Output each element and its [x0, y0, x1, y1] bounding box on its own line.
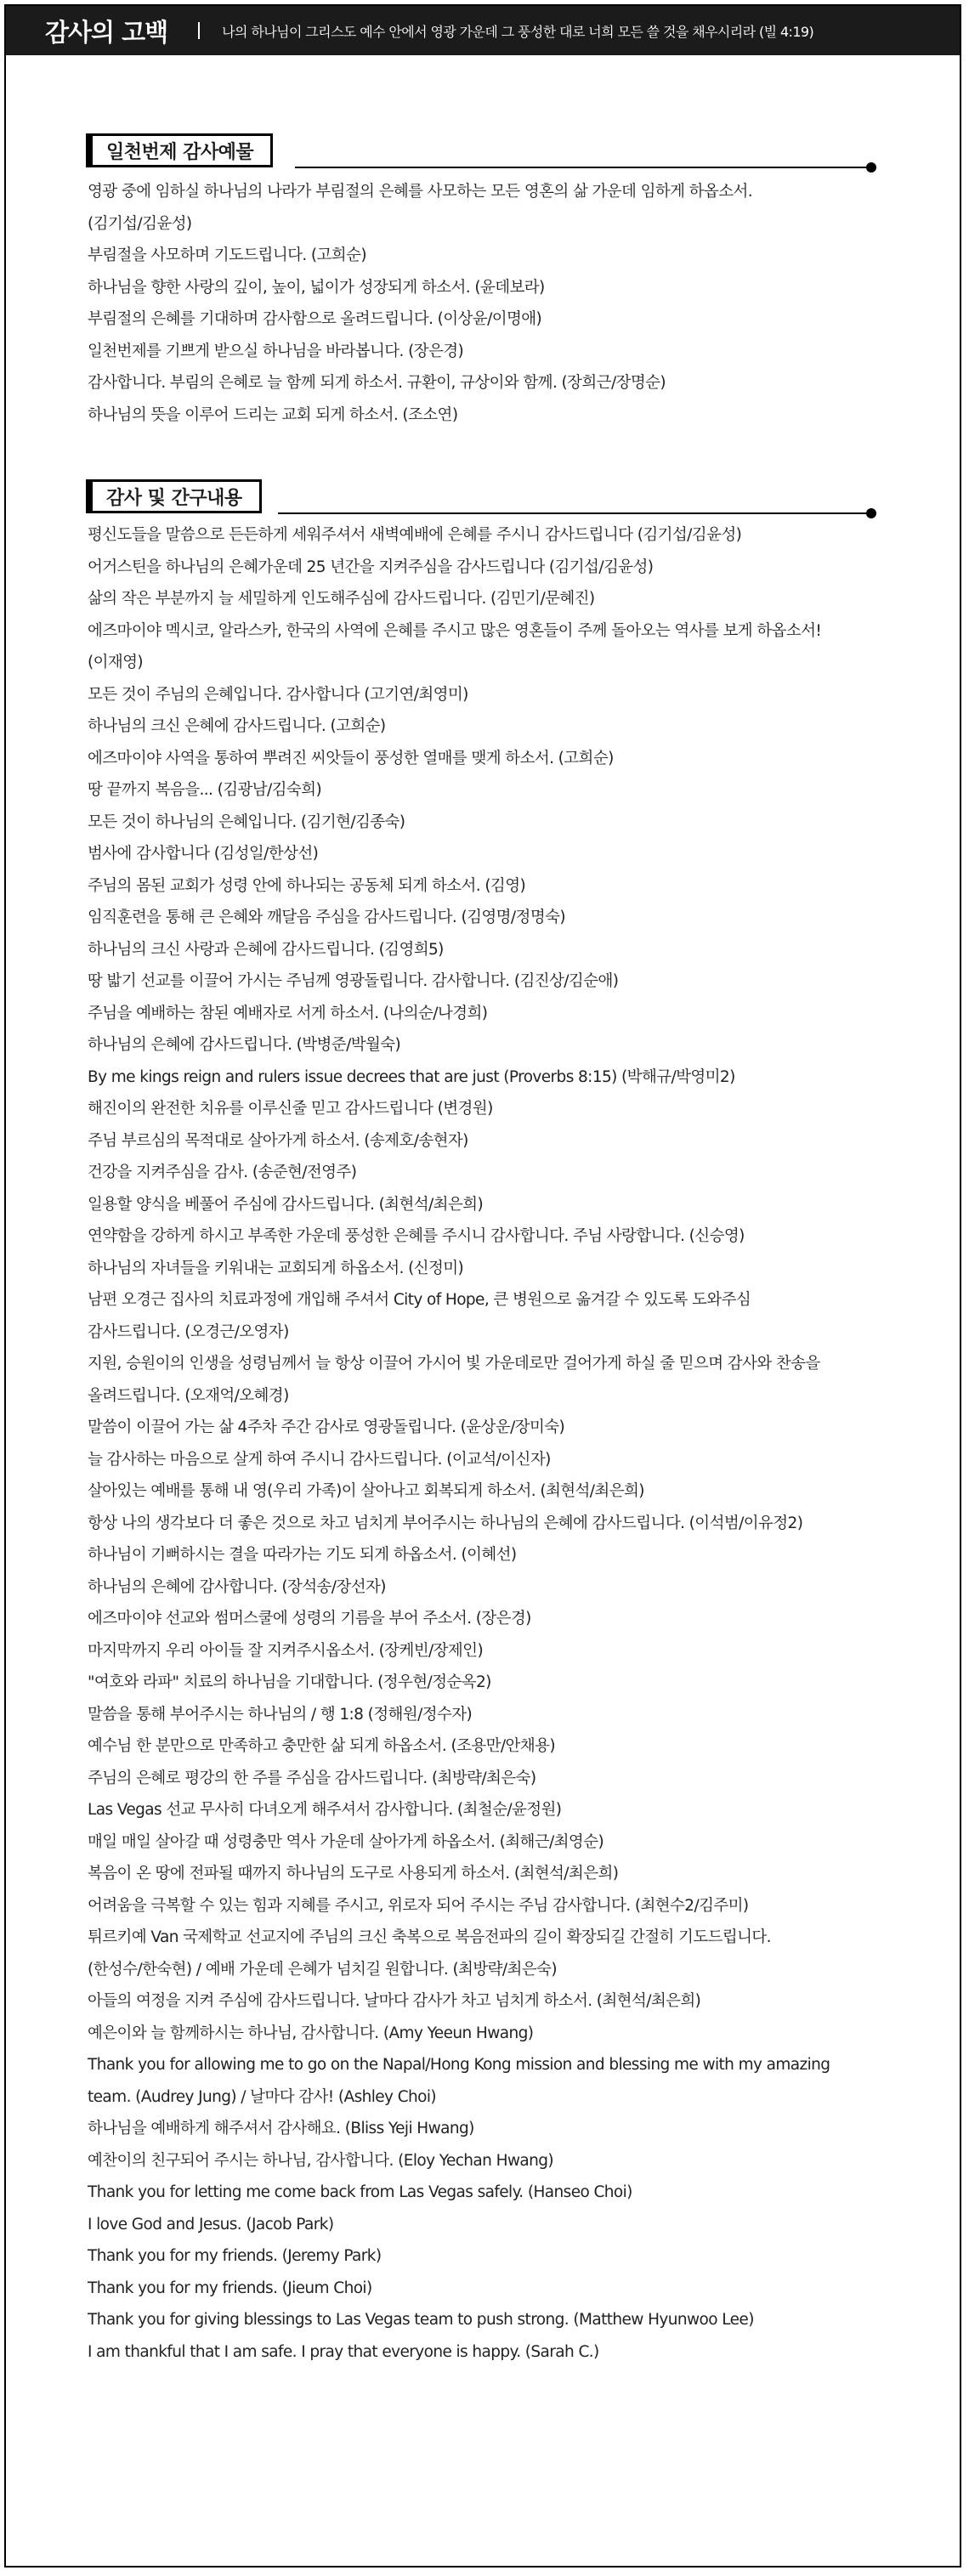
list-item: 연약함을 강하게 하시고 부족한 가운데 풍성한 은혜를 주시니 감사합니다. 주님 사랑합니다. (신승영)	[88, 1227, 745, 1245]
list-item: 하나님을 예배하게 해주셔서 감사해요. (Bliss Yeji Hwang)	[88, 2120, 474, 2137]
list-item: 모든 것이 하나님의 은혜입니다. (김기현/김종숙)	[88, 812, 405, 831]
list-item: By me kings reign and rulers issue decrees that are just (Proverbs 8:15) (박해규/박영미2)	[88, 1067, 735, 1086]
list-item: 임직훈련을 통해 큰 은혜와 깨달음 주심을 감사드립니다. (김영명/정명숙)	[88, 909, 565, 926]
list-item: 매일 매일 살아갈 때 성령충만 역사 가운데 살아가게 하옵소서. (최해근/최영순)	[88, 1832, 604, 1851]
list-item: 모든 것이 주님의 은혜입니다. 감사합니다 (고기연/최영미)	[88, 685, 468, 704]
list-item: 하나님을 향한 사랑의 깊이, 높이, 넓이가 성장되게 하소서. (윤데보라)	[88, 278, 545, 297]
list-item: 주님의 은혜로 평강의 한 주를 주심을 감사드립니다. (최방략/최은숙)	[88, 1769, 536, 1787]
list-item: Thank you for my friends. (Jeremy Park)	[88, 2247, 382, 2265]
header-verse: 나의 하나님이 그리스도 예수 안에서 영광 가운데 그 풍성한 대로 너희 모든 쓸 것을 채우시리라 (빌 4:19)	[222, 23, 814, 40]
section-rule-dot	[866, 162, 876, 173]
list-item: 주님을 예배하는 참된 예배자로 서게 하소서. (나의순/나경희)	[88, 1004, 488, 1022]
page-header	[6, 6, 960, 55]
list-item: 항상 나의 생각보다 더 좋은 것으로 차고 넘치게 부어주시는 하나님의 은혜에 감사드립니다. (이석범/이유정2)	[88, 1514, 803, 1532]
page-frame	[4, 4, 961, 2568]
list-item: I love God and Jesus. (Jacob Park)	[88, 2215, 334, 2233]
list-item: 말씀을 통해 부어주시는 하나님의 / 행 1:8 (정해원/정수자)	[88, 1705, 473, 1724]
list-item: Thank you for my friends. (Jieum Choi)	[88, 2279, 372, 2297]
list-item: Las Vegas 선교 무사히 다녀오게 해주셔서 감사합니다. (최철순/윤정원)	[88, 1801, 562, 1819]
section-title: 감사 및 간구내용	[86, 479, 262, 513]
list-item: 튀르키예 Van 국제학교 선교지에 주님의 크신 축복으로 복음전파의 길이 확장되길 간절히 기도드립니다.	[88, 1928, 771, 1946]
header-divider	[198, 22, 200, 39]
list-item: 하나님의 뜻을 이루어 드리는 교회 되게 하소서. (조소연)	[88, 405, 458, 424]
list-item: 에즈마이야 멕시코, 알라스카, 한국의 사역에 은혜를 주시고 많은 영혼들이 주께 돌아오는 역사를 보게 하옵소서!	[88, 621, 822, 640]
list-item: Thank you for allowing me to go on the Napal/Hong Kong mission and blessing me with my amazing	[88, 2056, 830, 2074]
list-item: 땅 밟기 선교를 이끌어 가시는 주님께 영광돌립니다. 감사합니다. (김진상/김순애)	[88, 972, 619, 990]
list-item: 아들의 여정을 지켜 주심에 감사드립니다. 날마다 감사가 차고 넘치게 하소서. (최현석/최은희)	[88, 1992, 701, 2010]
section-heading-offerings	[86, 132, 273, 169]
list-item: 지원, 승원이의 인생을 성령님께서 늘 항상 이끌어 가시어 빛 가운데로만 걸어가게 하실 줄 믿으며 감사와 찬송을	[88, 1355, 820, 1373]
list-item: 늘 감사하는 마음으로 살게 하여 주시니 감사드립니다. (이교석/이신자)	[88, 1450, 551, 1469]
list-item: 어거스틴을 하나님의 은혜가운데 25 년간을 지켜주심을 감사드립니다 (김기섭/김윤성)	[88, 558, 654, 576]
list-item: I am thankful that I am safe. I pray that everyone is happy. (Sarah C.)	[88, 2342, 599, 2361]
list-item: Thank you for giving blessings to Las Vegas team to push strong. (Matthew Hyunwoo Lee)	[88, 2311, 754, 2329]
list-item: 감사드립니다. (오경근/오영자)	[88, 1322, 289, 1341]
section-rule-dot	[866, 508, 876, 518]
list-item: 어려움을 극복할 수 있는 힘과 지혜를 주시고, 위로자 되어 주시는 주님 감사합니다. (최현수2/김주미)	[88, 1896, 749, 1915]
list-item: 범사에 감사합니다 (김성일/한상선)	[88, 845, 319, 863]
list-item: 올려드립니다. (오재억/오혜경)	[88, 1386, 289, 1405]
section-rule	[278, 512, 870, 514]
list-item: 주님의 몸된 교회가 성령 안에 하나되는 공동체 되게 하소서. (김영)	[88, 876, 526, 895]
list-item: (김기섭/김윤성)	[88, 214, 192, 233]
list-item: 하나님이 기뻐하시는 결을 따라가는 기도 되게 하옵소서. (이혜선)	[88, 1546, 517, 1564]
list-item: 주님 부르심의 목적대로 살아가게 하소서. (송제호/송현자)	[88, 1131, 468, 1150]
list-item: 예수님 한 분만으로 만족하고 충만한 삶 되게 하옵소서. (조용만/안채용)	[88, 1737, 555, 1755]
section-heading-prayers	[86, 478, 262, 515]
section-title: 일천번제 감사예물	[86, 133, 273, 167]
list-item: 에즈마이야 사역을 통하여 뿌려진 씨앗들이 풍성한 열매를 맺게 하소서. (고희순)	[88, 749, 614, 767]
page-title: 감사의 고백	[45, 17, 168, 47]
section-offerings-list	[88, 176, 904, 431]
list-item: 일용할 양식을 베풀어 주심에 감사드립니다. (최현석/최은희)	[88, 1195, 484, 1214]
list-item: 마지막까지 우리 아이들 잘 지켜주시옵소서. (장케빈/장제인)	[88, 1641, 484, 1660]
list-item: (이재영)	[88, 654, 144, 671]
list-item: 살아있는 예배를 통해 내 영(우리 가족)이 살아나고 회복되게 하소서. (최현석/최은희)	[88, 1482, 644, 1500]
list-item: "여호와 라파" 치료의 하나님을 기대합니다. (정우현/정순옥2)	[88, 1673, 491, 1691]
list-item: 하나님의 크신 사랑과 은혜에 감사드립니다. (김영희5)	[88, 940, 444, 959]
list-item: 하나님의 은혜에 감사합니다. (장석송/장선자)	[88, 1577, 386, 1596]
list-item: 남편 오경근 집사의 치료과정에 개입해 주셔서 City of Hope, 큰 병원으로 옮겨갈 수 있도록 도와주심	[88, 1291, 751, 1309]
list-item: 에즈마이야 선교와 썸머스쿨에 성령의 기름을 부어 주소서. (장은경)	[88, 1610, 531, 1628]
list-item: 부림절을 사모하며 기도드립니다. (고희순)	[88, 246, 366, 264]
list-item: 감사합니다. 부림의 은혜로 늘 함께 되게 하소서. 규환이, 규상이와 함께. (장희근/장명순)	[88, 374, 666, 392]
list-item: team. (Audrey Jung) / 날마다 감사! (Ashley Choi)	[88, 2087, 437, 2106]
section-prayers-list	[88, 519, 904, 2368]
list-item: 예찬이의 친구되어 주시는 하나님, 감사합니다. (Eloy Yechan Hwang)	[88, 2151, 554, 2170]
list-item: 하나님의 은혜에 감사드립니다. (박병준/박월숙)	[88, 1036, 401, 1054]
list-item: 삶의 작은 부분까지 늘 세밀하게 인도해주심에 감사드립니다. (김민기/문혜진)	[88, 590, 595, 608]
list-item: 하나님의 크신 은혜에 감사드립니다. (고희순)	[88, 717, 386, 735]
list-item: (한성수/한숙현) / 예배 가운데 은혜가 넘치길 원합니다. (최방략/최은숙)	[88, 1960, 557, 1979]
section-rule	[295, 167, 870, 168]
list-item: 복음이 온 땅에 전파될 때까지 하나님의 도구로 사용되게 하소서. (최현석/최은희)	[88, 1865, 619, 1882]
list-item: 말씀이 이끌어 가는 삶 4주차 주간 감사로 영광돌립니다. (윤상운/장미숙)	[88, 1418, 565, 1436]
list-item: 일천번제를 기쁘게 받으실 하나님을 바라봅니다. (장은경)	[88, 342, 464, 360]
list-item: 영광 중에 임하실 하나님의 나라가 부림절의 은혜를 사모하는 모든 영혼의 삶 가운데 임하게 하옵소서.	[88, 183, 753, 201]
list-item: 평신도들을 말씀으로 든든하게 세워주셔서 새벽예배에 은혜를 주시니 감사드립니다 (김기섭/김윤성)	[88, 526, 742, 544]
list-item: 땅 끝까지 복음을... (김광남/김숙희)	[88, 781, 322, 799]
list-item: 하나님의 자녀들을 키워내는 교회되게 하옵소서. (신정미)	[88, 1259, 464, 1277]
list-item: 예은이와 늘 함께하시는 하나님, 감사합니다. (Amy Yeeun Hwang)	[88, 2024, 534, 2042]
list-item: 건강을 지켜주심을 감사. (송준현/전영주)	[88, 1163, 357, 1181]
list-item: 해진이의 완전한 치유를 이루신줄 믿고 감사드립니다 (변경원)	[88, 1100, 493, 1118]
list-item: Thank you for letting me come back from Las Vegas safely. (Hanseo Choi)	[88, 2183, 632, 2201]
list-item: 부림절의 은혜를 기대하며 감사함으로 올려드립니다. (이상윤/이명애)	[88, 310, 542, 328]
